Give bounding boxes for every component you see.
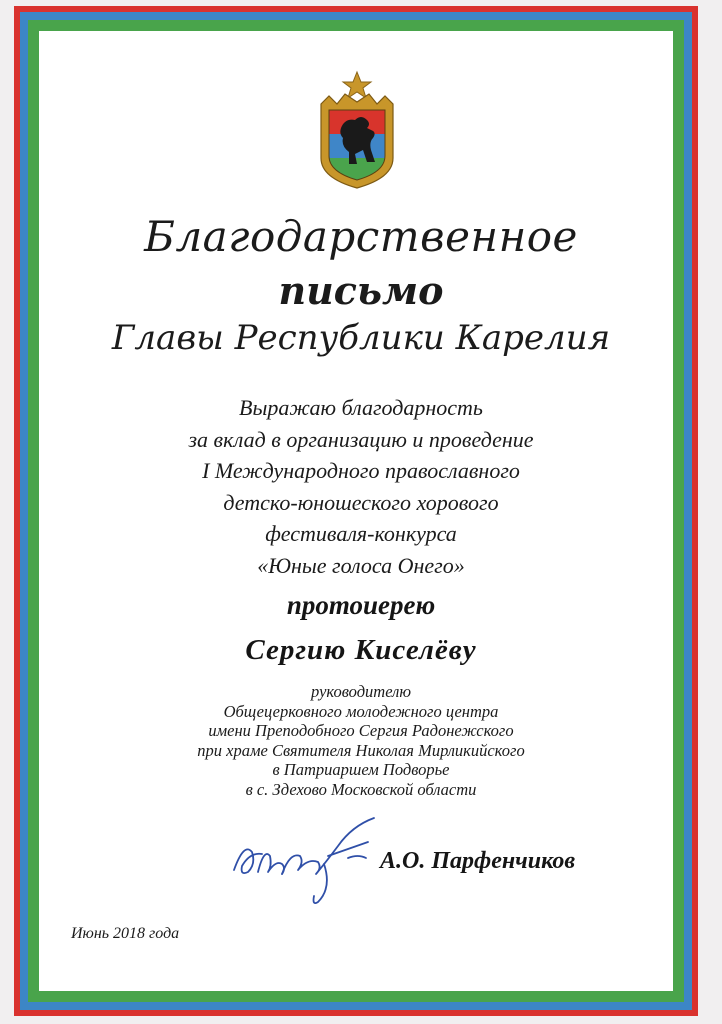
body-line: «Юные голоса Онего»: [257, 552, 465, 578]
position-line: руководителю: [311, 682, 411, 701]
position-line: Общецерковного молодежного центра: [223, 701, 499, 721]
recipient-position: [0, 682, 722, 800]
recipient-rank: протоиерею: [286, 590, 436, 620]
coat-of-arms-icon: [311, 70, 403, 190]
position-line: в с. Здехово Московской области: [245, 779, 477, 799]
position-line: имени Преподобного Сергия Радонежского: [208, 721, 514, 741]
body-line: детско-юношеского хорового: [223, 489, 499, 515]
signer-name: А.О. Парфенчиков: [380, 848, 576, 874]
title-line-2: письмо: [278, 268, 444, 313]
body-line: I Международного православного: [202, 458, 520, 483]
body-line: Выражаю благодарность: [239, 395, 483, 420]
title-line-3: Главы Республики Карелия: [111, 318, 611, 358]
gratitude-text: [0, 392, 722, 581]
signature-icon: [228, 812, 398, 908]
body-line: за вклад в организацию и проведение: [188, 426, 534, 452]
position-line: при храме Святителя Николая Мирликийского: [197, 740, 525, 760]
body-line: фестиваля-конкурса: [265, 521, 457, 546]
issue-date: Июнь 2018 года: [71, 925, 180, 942]
recipient-name: Сергию Киселёву: [245, 634, 477, 666]
title-line-1: Благодарственное: [144, 212, 578, 261]
position-line: в Патриаршем Подворье: [272, 760, 450, 780]
